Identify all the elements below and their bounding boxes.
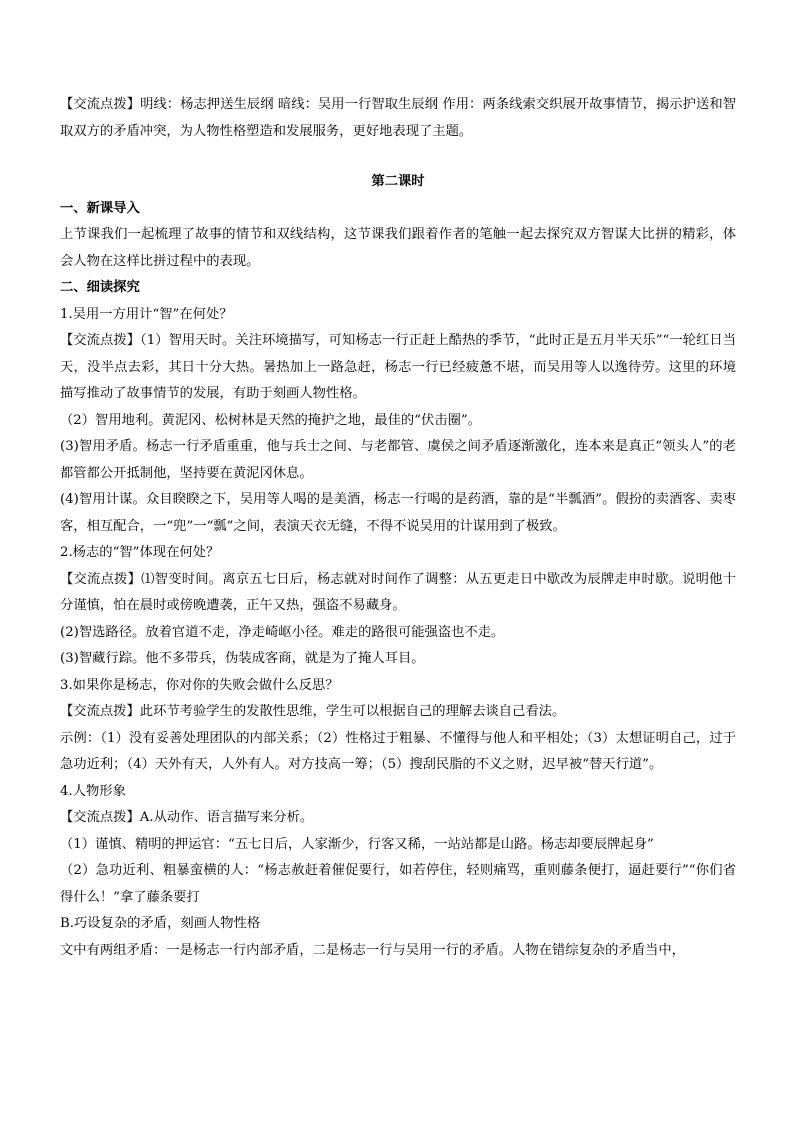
intro-paragraph: 【交流点拨】明线：杨志押送生辰纲 暗线：吴用一行智取生辰纲 作用：两条线索交织展开故事情节，揭示护送和智取双方的矛盾冲突，为人物性格塑造和发展服务，更好地表现了主题。 — [60, 97, 736, 139]
question-3-answer-2: 示例：（1）没有妥善处理团队的内部关系；（2）性格过于粗暴、不懂得与他人和平相处；（3）太想证明自己，过于急功近利；（4）天外有天，人外有人。对方技高一筹；（5）搜刮民脂的不义之财，迟早被“替天行道”。 — [60, 730, 736, 772]
question-4-answer-b1: 文中有两组矛盾：一是杨志一行内部矛盾，二是杨志一行与吴用一行的矛盾。人物在错综复杂的矛盾当中， — [60, 942, 685, 958]
question-4-subheading-b: B.巧设复杂的矛盾，刻画人物性格 — [60, 916, 261, 931]
question-4-answer-1: 【交流点拨】A.从动作、语言描写来分析。 — [60, 810, 314, 825]
lesson-title: 第二课时 — [371, 174, 425, 189]
question-4: 4.人物形象 — [60, 783, 126, 799]
question-4-answer-2: （1）谨慎、精明的押运官：“五七日后，人家渐少，行客又稀，一站站都是山路。杨志却要辰牌起身” — [60, 836, 654, 852]
question-3-answer-1: 【交流点拨】此环节考验学生的发散性思维，学生可以根据自己的理解去谈自己看法。 — [60, 704, 566, 719]
section-intro-text: 上节课我们一起梳理了故事的情节和双线结构，这节课我们跟着作者的笔触一起去探究双方智谋大比拼的精彩，体会人物在这样比拼过程中的表现。 — [60, 227, 736, 269]
question-2-answer-2: (2)智选路径。放着官道不走，净走崎岖小径。难走的路很可能强盗也不走。 — [60, 624, 505, 640]
question-2: 2.杨志的“智”体现在何处？ — [60, 545, 220, 560]
section-heading-intro: 一、新课导入 — [60, 200, 140, 216]
question-2-answer-3: (3)智藏行踪。他不多带兵，伪装成客商，就是为了掩人耳目。 — [60, 651, 425, 666]
question-1-answer-1: 【交流点拨】（1）智用天时。关注环境描写，可知杨志一行正赶上酷热的季节，“此时正是五月半天乐”“一轮红日当天，没半点去彩，其日十分大热。暑热加上一路急赶，杨志一行已经疲惫不堪，而吴用等人以逸待劳。这里的环境描写推动了故事情节的发展，有助于刻画人物性格。 — [60, 333, 736, 401]
question-1-answer-2: （2）智用地利。黄泥冈、松树林是天然的掩护之地，最佳的“伏击圈”。 — [60, 412, 481, 428]
question-2-answer-1: 【交流点拨】⑴智变时间。离京五七日后，杨志就对时间作了调整：从五更走日中歇改为辰牌走申时歇。说明他十分谨慎，怕在晨时或傍晚遭袭，正午又热，强盗不易藏身。 — [60, 571, 736, 613]
question-4-answer-3: （2）急功近利、粗暴蛮横的人：“杨志赦赶着催促要行，如若停住，轻则痛骂，重则藤条便打，逼赶要行”“你们省得什么！”拿了藤条要打 — [60, 863, 736, 905]
question-1-answer-3: (3)智用矛盾。杨志一行矛盾重重，他与兵士之间、与老都管、虞侯之间矛盾逐渐激化，连本来是真正“领头人”的老都管都公开抵制他，坚持要在黄泥冈休息。 — [60, 439, 736, 481]
question-1-answer-4: (4)智用计谋。众目睽睽之下，吴用等人喝的是美酒，杨志一行喝的是药酒，靠的是“半瓢酒”。假扮的卖酒客、卖枣客，相互配合，一“兜”一“瓢”之间，表演天衣无缝，不得不说吴用的计谋用到了极致。 — [60, 492, 736, 534]
question-1: 1.吴用一方用计“智”在何处？ — [60, 306, 233, 322]
question-3: 3.如果你是杨志，你对你的失败会做什么反思？ — [60, 677, 339, 693]
document-body — [60, 92, 736, 964]
section-heading-reading: 二、细读探究 — [60, 280, 140, 295]
